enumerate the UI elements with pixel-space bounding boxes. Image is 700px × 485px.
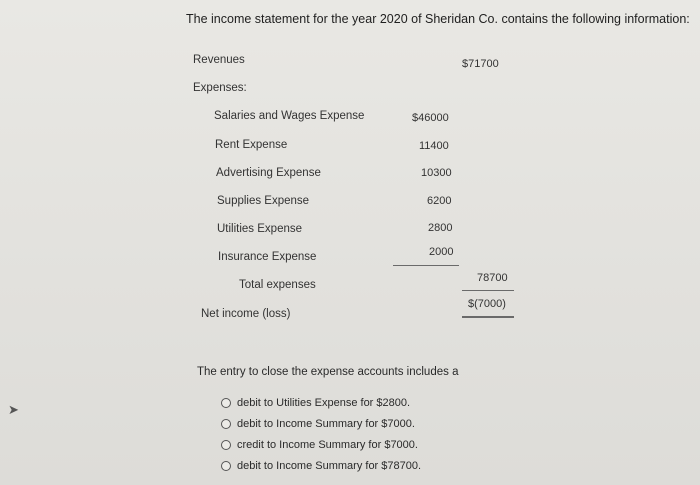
revenues-value: $71700 [462,58,499,70]
expenses-label: Expenses: [193,82,247,94]
expense-value-utilities: 2800 [428,222,453,234]
radio-button-icon[interactable] [221,419,231,429]
answer-option-b[interactable] [221,418,415,430]
answer-option-c[interactable] [221,439,418,451]
expense-label-insurance: Insurance Expense [218,251,317,263]
expense-value-rent: 11400 [419,140,449,152]
answer-option-a[interactable] [221,397,410,409]
answer-option-d[interactable] [221,460,421,472]
total-expenses-label: Total expenses [239,279,316,291]
net-income-double-rule [462,316,514,318]
question-prompt: The entry to close the expense accounts includes a [197,366,459,378]
expense-label-salaries: Salaries and Wages Expense [214,110,365,122]
expense-label-rent: Rent Expense [215,139,288,151]
option-label: debit to Income Summary for $7000. [237,418,415,430]
option-label: debit to Income Summary for $78700. [237,460,422,472]
radio-button-icon[interactable] [221,461,231,471]
total-expenses-value: 78700 [477,272,508,284]
total-rule [462,290,514,291]
expense-label-utilities: Utilities Expense [217,223,303,235]
radio-button-icon[interactable] [221,440,231,450]
expense-label-supplies: Supplies Expense [217,195,310,207]
expense-value-supplies: 6200 [427,195,452,207]
expense-value-salaries: $46000 [412,112,449,124]
option-label: debit to Utilities Expense for $2800. [237,397,411,409]
option-label: credit to Income Summary for $7000. [237,439,418,451]
mouse-cursor-icon: ➤ [8,402,19,417]
expense-value-advertising: 10300 [421,167,452,179]
expense-label-advertising: Advertising Expense [216,167,321,179]
net-income-label: Net income (loss) [201,308,291,320]
expenses-subtotal-rule [393,265,459,266]
question-title: The income statement for the year 2020 of Sheridan Co. contains the following information: [186,12,690,26]
expense-value-insurance: 2000 [429,246,454,258]
radio-button-icon[interactable] [221,398,231,408]
revenues-label: Revenues [193,54,245,66]
net-income-value: $(7000) [468,298,506,310]
